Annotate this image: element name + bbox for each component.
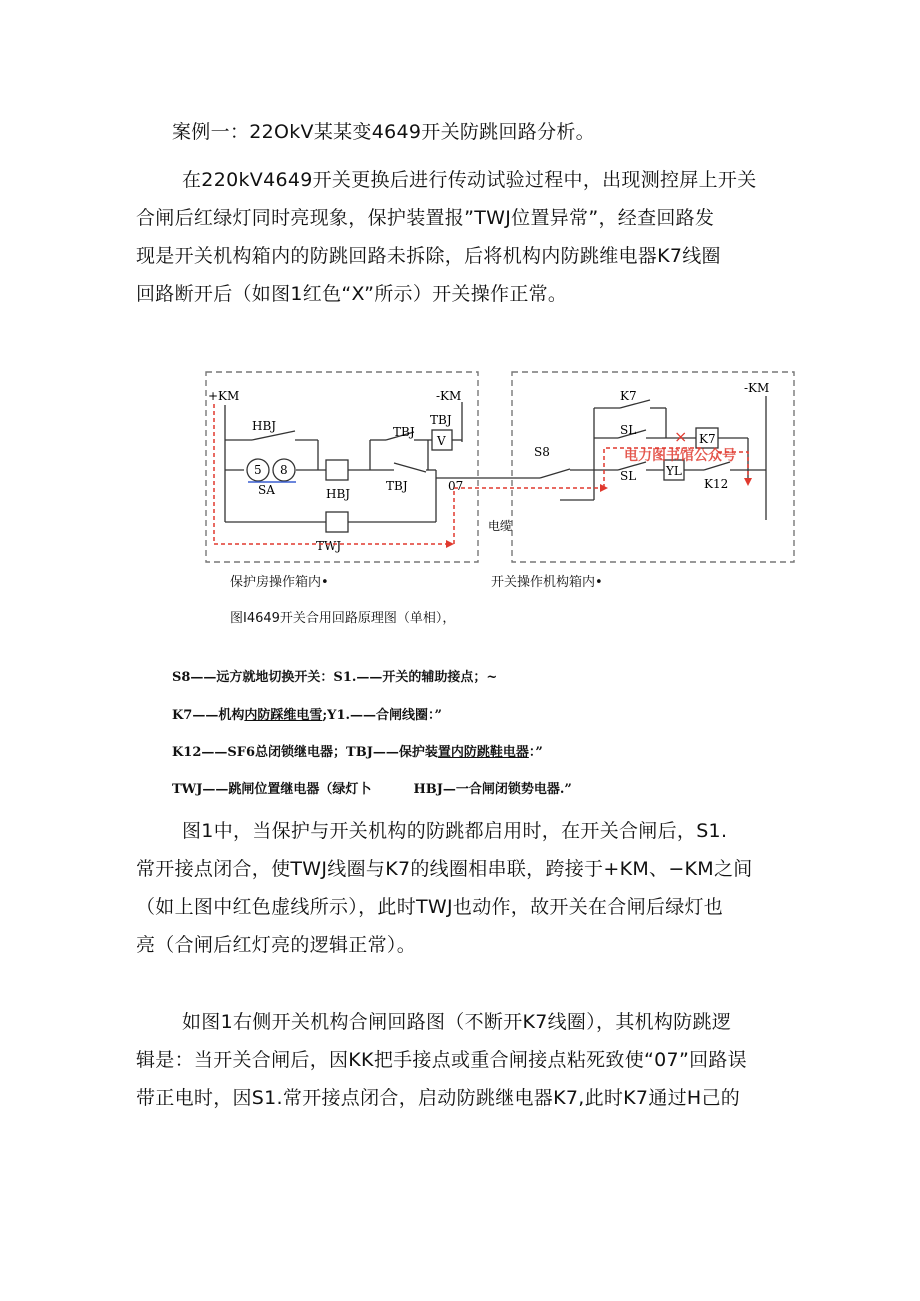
label-k7-box: K7 bbox=[699, 432, 716, 446]
paragraph-1-line-3: 现是开关机构箱内的防跳回路未拆除，后将机构内防跳维电器K7线圈 bbox=[136, 245, 721, 267]
label-07: 07 bbox=[448, 479, 464, 493]
legend-row-2-b: ;Y1.——合闸线圈：” bbox=[322, 708, 443, 723]
label-k12: K12 bbox=[704, 477, 729, 491]
legend-row-4 bbox=[172, 778, 572, 797]
label-minus-km-left: -KM bbox=[436, 389, 462, 403]
paragraph-2-line-3: （如上图中红色虚线所示），此时TWJ也动作，故开关在合闸后绿灯也 bbox=[136, 896, 724, 918]
caption-left: 保护房操作箱内• bbox=[230, 575, 329, 590]
paragraph-1-line-1: 在220kV4649开关更换后进行传动试验过程中，出现测控屏上开关 bbox=[182, 169, 757, 191]
label-k7-top: K7 bbox=[620, 389, 637, 403]
hbj-coil-box bbox=[326, 460, 348, 480]
label-sl-top: SL bbox=[620, 423, 637, 437]
label-tbj-contact: TBJ bbox=[393, 425, 415, 439]
paragraph-1-line-4: 回路断开后（如图1红色“X”所示）开关操作正常。 bbox=[136, 283, 568, 305]
legend-row-3 bbox=[172, 741, 543, 760]
label-yl: YL bbox=[666, 464, 682, 478]
case-title bbox=[172, 113, 832, 151]
label-hbj-coil: HBJ bbox=[326, 487, 351, 501]
caption-right: 开关操作机构箱内• bbox=[491, 575, 603, 590]
paragraph-2-line-4: 亮（合闸后红灯亮的逻辑正常）。 bbox=[136, 934, 417, 956]
label-twj: TWJ bbox=[316, 539, 342, 553]
legend-row-2-a: K7——机构 bbox=[172, 708, 245, 723]
label-sa-8: 8 bbox=[280, 463, 288, 477]
case-title-text: 案例一：22OkV某某变4649开关防跳回路分析。 bbox=[172, 121, 595, 143]
label-plus-km: +KM bbox=[208, 389, 240, 403]
label-cable: 电缆 bbox=[488, 519, 513, 533]
label-minus-km-right: -KM bbox=[744, 381, 770, 395]
red-cross-mark: × bbox=[674, 427, 688, 446]
paragraph-2-line-2: 常开接点闭合，使TWJ线圈与K7的线圈相串联，跨接于+KM、−KM之间 bbox=[136, 858, 753, 880]
label-hbj: HBJ bbox=[252, 419, 277, 433]
legend-row-4-a: TWJ——跳闸位置继电器（绿灯卜 bbox=[172, 782, 372, 797]
label-tbj-bottom: TBJ bbox=[386, 479, 408, 493]
legend-row-3-a: K12——SF6总闭锁继电器；TBJ——保护装 bbox=[172, 745, 438, 760]
label-v: V bbox=[437, 434, 446, 448]
red-arrow-3 bbox=[744, 478, 752, 486]
paragraph-1 bbox=[136, 161, 796, 313]
paragraph-2-line-1: 图1中，当保护与开关机构的防跳都启用时，在开关合闸后，S1. bbox=[182, 820, 728, 842]
legend-row-1 bbox=[172, 666, 497, 685]
paragraph-2 bbox=[136, 812, 796, 964]
paragraph-3 bbox=[136, 1003, 796, 1117]
figure-caption: 图I4649开关合用回路原理图（单相）， bbox=[230, 611, 456, 626]
label-s8: S8 bbox=[534, 445, 550, 459]
legend-row-4-b: HBJ—一合闸闭锁势电器.” bbox=[413, 782, 572, 797]
paragraph-3-line-3: 带正电时，因S1.常开接点闭合，启动防跳继电器K7,此时K7通过H己的 bbox=[136, 1087, 741, 1109]
legend-row-3-underlined: 置内防跳鞋电器 bbox=[437, 745, 529, 760]
paragraph-3-line-1: 如图1右侧开关机构合闸回路图（不断开K7线圈），其机构防跳逻 bbox=[182, 1011, 732, 1033]
legend-row-3-b: ：” bbox=[528, 745, 543, 760]
legend-row-2-underlined: 内防踩维电雪 bbox=[244, 708, 323, 723]
paragraph-3-line-2: 辑是：当开关合闸后，因KK把手接点或重合闸接点粘死致使“07”回路误 bbox=[136, 1049, 747, 1071]
mechanism-box-border bbox=[512, 372, 794, 562]
paragraph-1-line-2: 合闸后红绿灯同时亮现象，保护装置报”TWJ位置异常”，经查回路发 bbox=[136, 207, 715, 229]
twj-coil-box bbox=[326, 512, 348, 532]
watermark-text: 电力图书馆公众号 bbox=[624, 448, 736, 464]
label-tbj-top: TBJ bbox=[430, 413, 452, 427]
label-sa: SA bbox=[258, 483, 275, 497]
legend-row-2 bbox=[172, 704, 442, 723]
circuit-diagram bbox=[200, 360, 800, 565]
label-sl-bottom: SL bbox=[620, 469, 637, 483]
legend-row-1-text: S8——远方就地切换开关：S1.——开关的辅助接点；~ bbox=[172, 670, 498, 685]
red-arrow-1 bbox=[446, 540, 454, 548]
label-sa-5: 5 bbox=[254, 463, 262, 477]
